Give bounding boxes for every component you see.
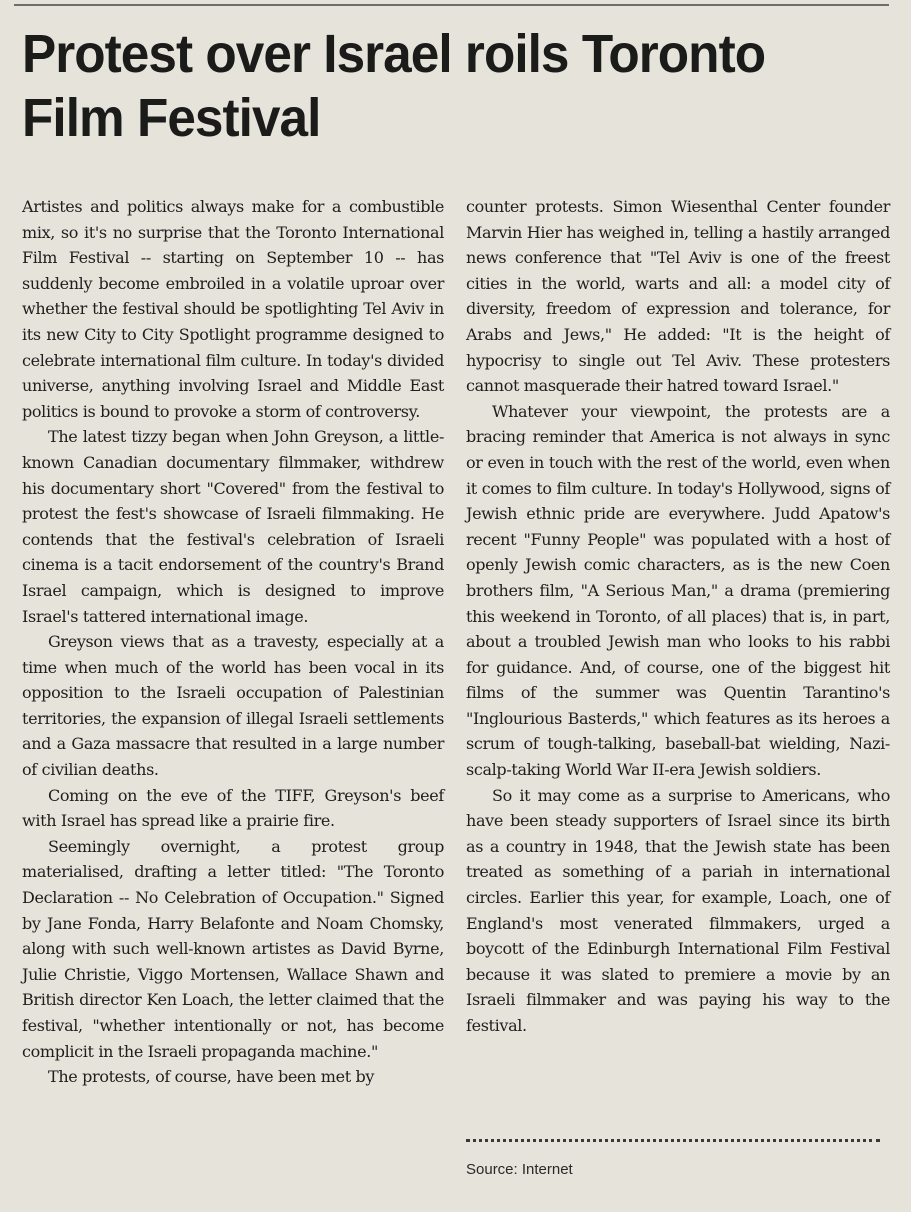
paragraph: Seemingly overnight, a protest group materialised, drafting a letter titled: "The Toronto Declaration -- No Celebration of Occupation." Signed by Jane Fonda, Harry Belafonte and Noam Chomsky, along with such well-known artistes as David Byrne, Julie Christie, Viggo Mortensen, Wallace Shawn and British director Ken Loach, the letter claimed that the festival, "whether intentionally or not, has become complicit in the Israeli propaganda machine." bbox=[22, 836, 444, 1061]
paragraph: The latest tizzy began when John Greyson, a little-known Canadian documentary filmmaker, withdrew his documentary short "Covered" from the festival to protest the fest's showcase of Israeli filmmaking. He contends that the festival's celebration of Israeli cinema is a tacit endorsement of the country's Brand Israel campaign, which is designed to improve Israel's tattered international image. bbox=[22, 427, 444, 626]
top-rule bbox=[14, 4, 889, 6]
source-credit: Source: Internet bbox=[466, 1161, 573, 1178]
right-column bbox=[466, 194, 890, 1039]
left-column bbox=[22, 194, 444, 1090]
paragraph: counter protests. Simon Wiesenthal Center founder Marvin Hier has weighed in, telling a hastily arranged news conference that "Tel Aviv is one of the freest cities in the world, warts and all: a model city of diversity, freedom of expression and tolerance, for Arabs and Jews," He added: "It is the height of hypocrisy to single out Tel Aviv. These protesters cannot masquerade their hatred toward Israel." bbox=[466, 197, 890, 396]
paragraph: Coming on the eve of the TIFF, Greyson's beef with Israel has spread like a prairie fire. bbox=[22, 785, 444, 831]
headline: Protest over Israel roils Toronto Film Festival bbox=[22, 24, 766, 148]
paragraph: The protests, of course, have been met by bbox=[48, 1067, 375, 1087]
paragraph: So it may come as a surprise to Americans, who have been steady supporters of Israel since its birth as a country in 1948, that the Jewish state has been treated as something of a pariah in international circles. Earlier this year, for example, Loach, one of England's most venerated filmmakers, urged a boycott of the Edinburgh International Film Festival because it was slated to premiere a movie by an Israeli filmmaker and was paying his way to the festival. bbox=[466, 785, 890, 1035]
paragraph: Greyson views that as a travesty, especially at a time when much of the world has been vocal in its opposition to the Israeli occupation of Palestinian territories, the expansion of illegal Israeli settlements and a Gaza massacre that resulted in a large number of civilian deaths. bbox=[22, 632, 444, 780]
dotted-divider bbox=[466, 1139, 880, 1142]
paragraph: Whatever your viewpoint, the protests are a bracing reminder that America is not always in sync or even in touch with the rest of the world, even when it comes to film culture. In today's Hollywood, signs of Jewish ethnic pride are everywhere. Judd Apatow's recent "Funny People" was populated with a host of openly Jewish comic characters, as is the new Coen brothers film, "A Serious Man," a drama (premiering this weekend in Toronto, of all places) that is, in part, about a troubled Jewish man who looks to his rabbi for guidance. And, of course, one of the biggest hit films of the summer was Quentin Tarantino's "Inglourious Basterds," which features as its heroes a scrum of tough-talking, baseball-bat wielding, Nazi-scalp-taking World War II-era Jewish soldiers. bbox=[466, 401, 890, 780]
paragraph: Artistes and politics always make for a combustible mix, so it's no surprise that the Toronto International Film Festival -- starting on September 10 -- has suddenly become embroiled in a volatile uproar over whether the festival should be spotlighting Tel Aviv in its new City to City Spotlight programme designed to celebrate international film culture. In today's divided universe, anything involving Israel and Middle East politics is bound to provoke a storm of controversy. bbox=[22, 197, 444, 421]
